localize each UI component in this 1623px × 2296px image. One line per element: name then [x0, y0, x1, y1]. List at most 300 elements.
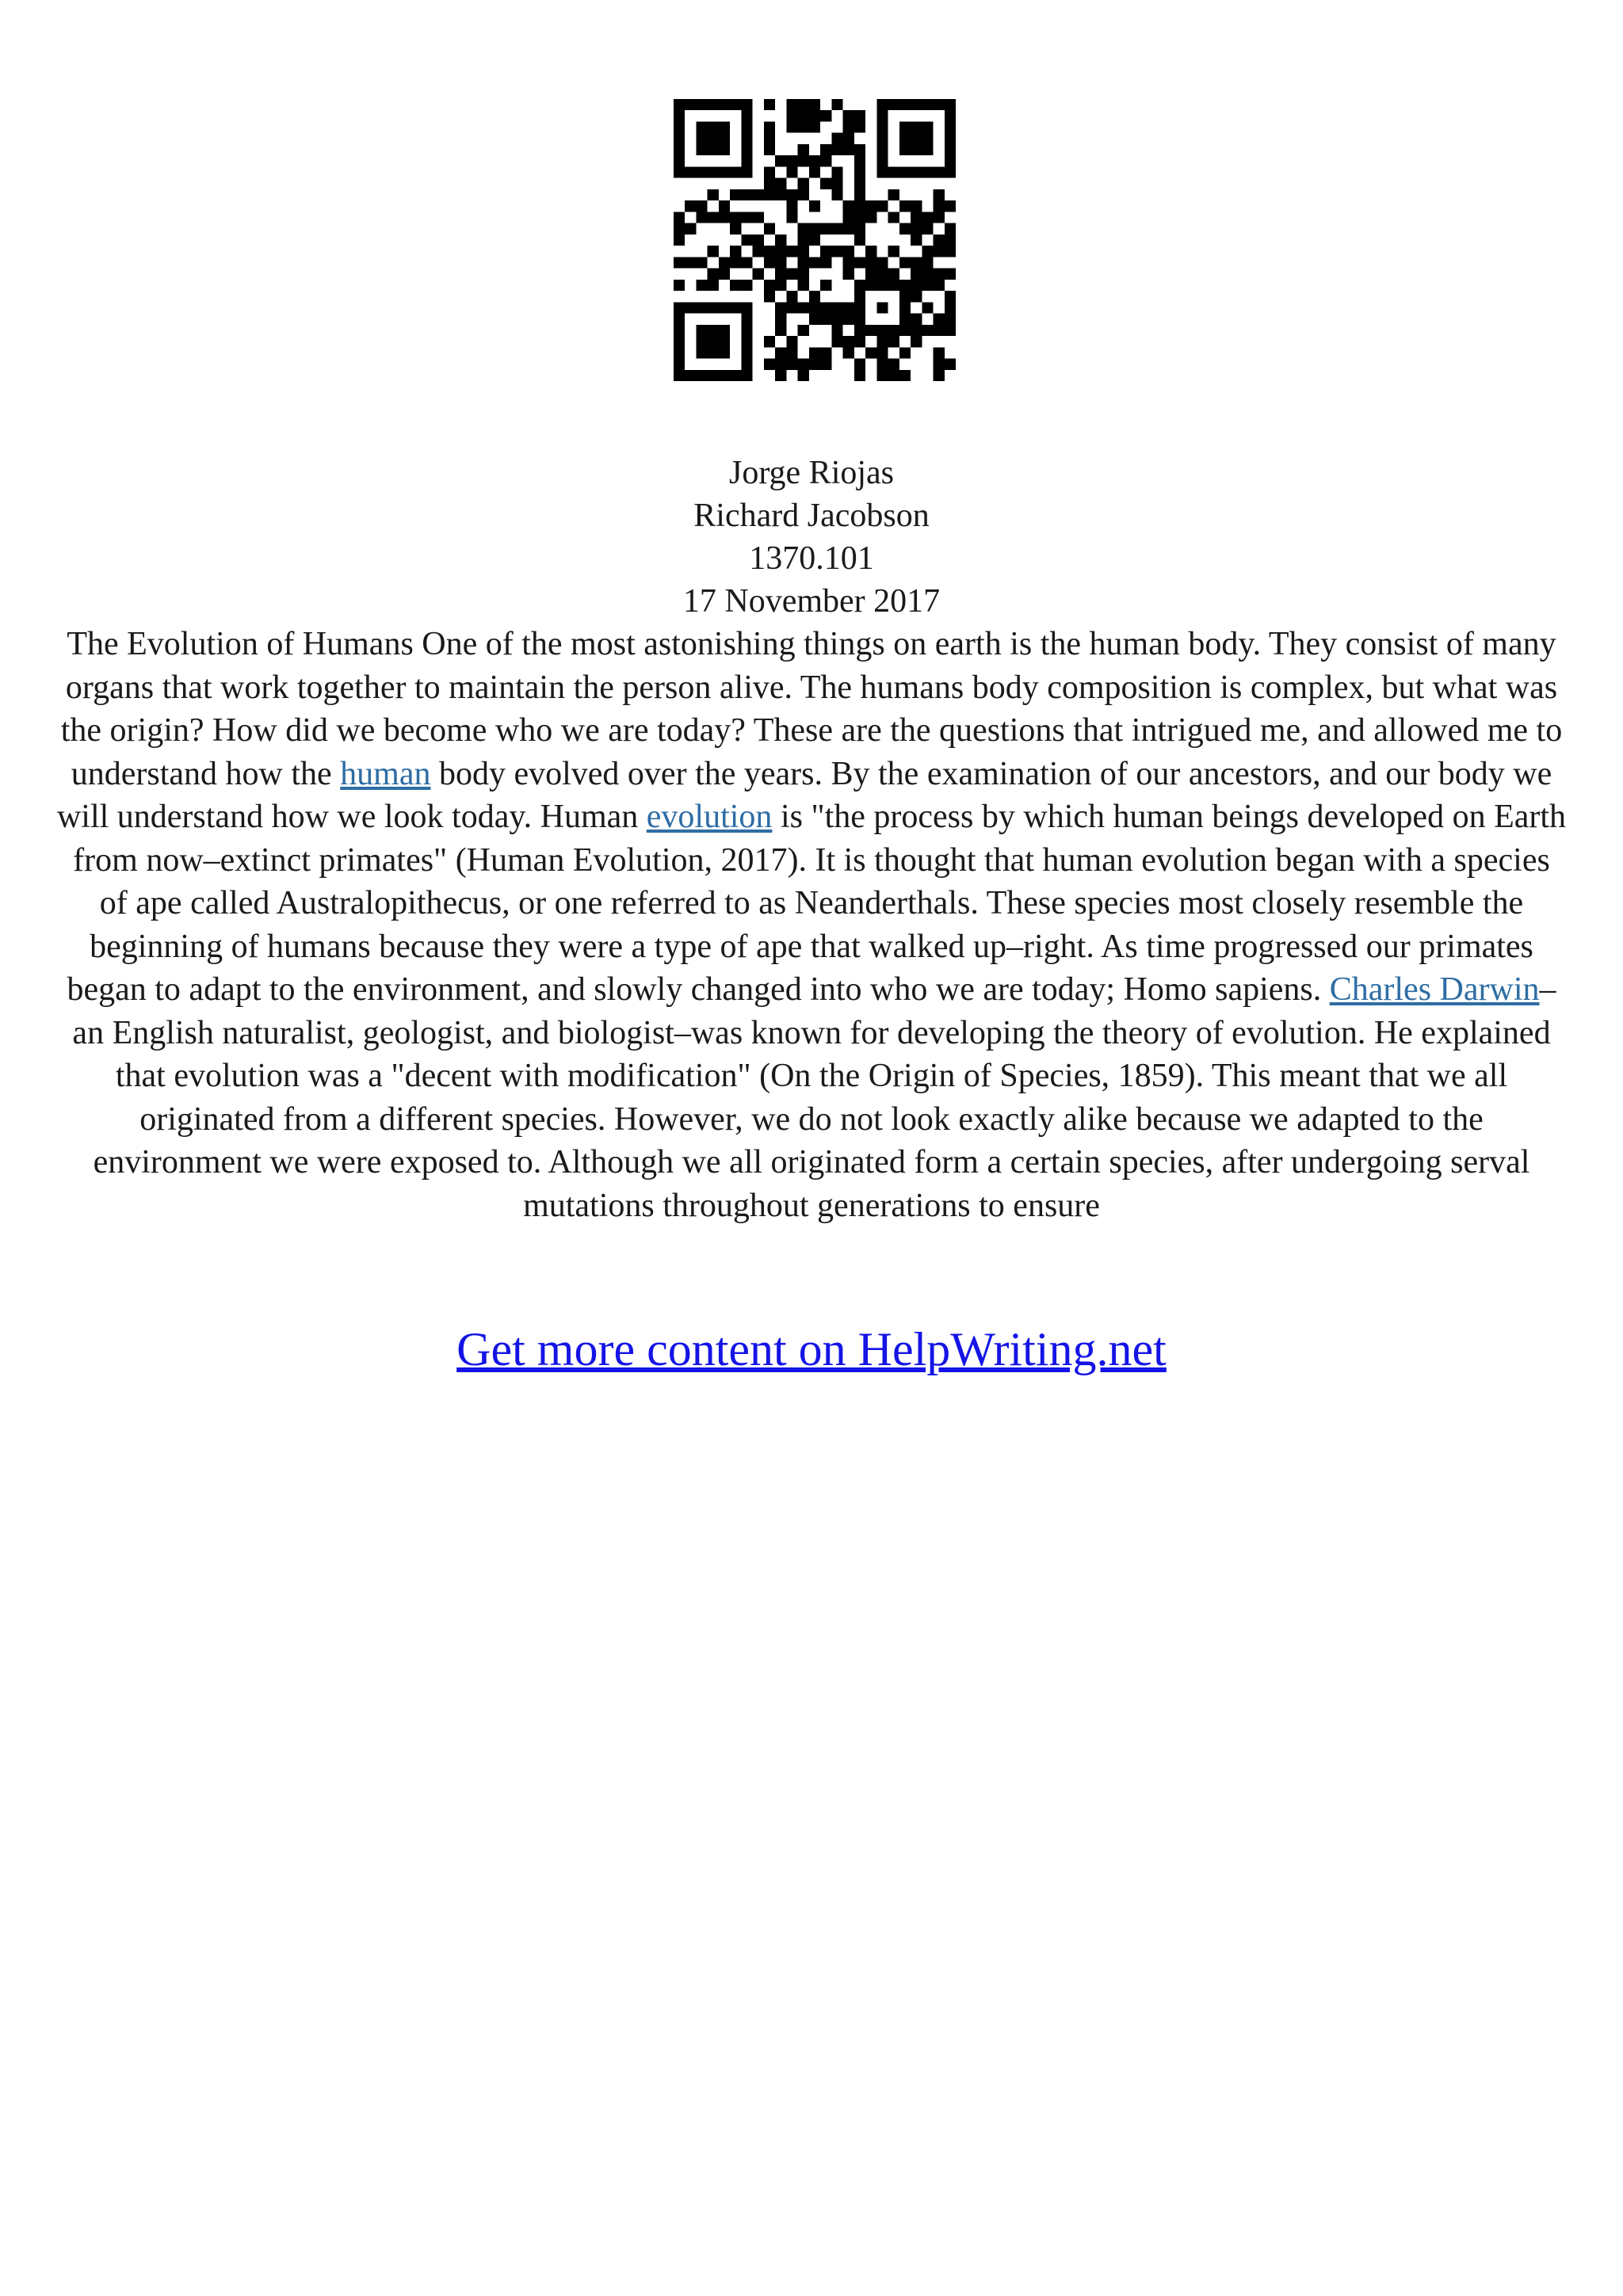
qr-module: [708, 336, 719, 347]
qr-module: [820, 246, 831, 257]
qr-module: [809, 110, 820, 121]
qr-module: [741, 144, 752, 155]
qr-module: [820, 347, 831, 358]
qr-module: [741, 336, 752, 347]
qr-module: [934, 370, 945, 381]
qr-module: [922, 302, 933, 313]
qr-module: [674, 314, 685, 325]
qr-module: [674, 370, 685, 381]
qr-module: [899, 166, 911, 177]
qr-module: [730, 99, 741, 110]
qr-module: [764, 121, 775, 132]
qr-module: [719, 347, 730, 358]
qr-module: [876, 359, 888, 370]
qr-module: [719, 133, 730, 144]
qr-module: [685, 223, 696, 235]
qr-module: [934, 280, 945, 291]
qr-module: [764, 246, 775, 257]
qr-module: [719, 166, 730, 177]
qr-module: [809, 347, 820, 358]
qr-module: [922, 280, 933, 291]
qr-module: [696, 257, 707, 268]
qr-module: [708, 246, 719, 257]
qr-module: [719, 121, 730, 132]
qr-module: [741, 235, 752, 246]
qr-module: [911, 325, 922, 336]
qr-module: [911, 223, 922, 235]
qr-module: [809, 200, 820, 212]
qr-module: [775, 257, 786, 268]
qr-module: [674, 302, 685, 313]
qr-module: [876, 257, 888, 268]
qr-module: [741, 347, 752, 358]
qr-module: [865, 257, 876, 268]
qr-module: [741, 370, 752, 381]
qr-module: [899, 314, 911, 325]
qr-module: [798, 235, 809, 246]
qr-module: [899, 370, 911, 381]
qr-module: [865, 347, 876, 358]
qr-module: [696, 133, 707, 144]
qr-module: [674, 336, 685, 347]
qr-module: [696, 347, 707, 358]
qr-module: [730, 302, 741, 313]
qr-module: [820, 144, 831, 155]
qr-module: [911, 166, 922, 177]
qr-module: [945, 144, 956, 155]
qr-module: [719, 99, 730, 110]
promo-banner: [0, 1322, 1623, 1377]
qr-module: [809, 302, 820, 313]
qr-module: [696, 370, 707, 381]
qr-module: [831, 99, 842, 110]
qr-module: [708, 144, 719, 155]
qr-module: [922, 325, 933, 336]
qr-module: [876, 325, 888, 336]
qr-module: [741, 121, 752, 132]
qr-module: [708, 347, 719, 358]
qr-module: [674, 99, 685, 110]
qr-module: [876, 370, 888, 381]
qr-module: [741, 302, 752, 313]
qr-module: [854, 121, 865, 132]
qr-module: [786, 246, 797, 257]
qr-module: [719, 302, 730, 313]
qr-module: [809, 291, 820, 302]
qr-module: [922, 223, 933, 235]
qr-module: [945, 200, 956, 212]
qr-module: [865, 246, 876, 257]
qr-module: [911, 257, 922, 268]
qr-module: [911, 200, 922, 212]
qr-module: [888, 325, 899, 336]
qr-module: [775, 269, 786, 280]
qr-module: [854, 325, 865, 336]
qr-module: [809, 314, 820, 325]
qr-module: [854, 336, 865, 347]
qr-module: [798, 178, 809, 189]
qr-module: [696, 336, 707, 347]
qr-module: [854, 212, 865, 223]
document-header: [0, 452, 1623, 623]
qr-module: [865, 212, 876, 223]
qr-module: [843, 336, 854, 347]
qr-module: [786, 155, 797, 166]
qr-module: [876, 133, 888, 144]
qr-module: [934, 235, 945, 246]
qr-module: [741, 212, 752, 223]
qr-module: [820, 359, 831, 370]
qr-module: [820, 223, 831, 235]
qr-module: [696, 99, 707, 110]
qr-module: [876, 121, 888, 132]
qr-module: [775, 347, 786, 358]
qr-module: [674, 133, 685, 144]
qr-module: [899, 200, 911, 212]
qr-module: [809, 166, 820, 177]
qr-module: [674, 121, 685, 132]
qr-module: [945, 302, 956, 313]
qr-module: [764, 133, 775, 144]
qr-module: [945, 325, 956, 336]
qr-module: [911, 99, 922, 110]
qr-module: [786, 189, 797, 200]
qr-module: [798, 110, 809, 121]
human-link[interactable]: human: [340, 755, 431, 792]
qr-module: [831, 325, 842, 336]
qr-module: [945, 133, 956, 144]
qr-module: [945, 359, 956, 370]
qr-module: [831, 336, 842, 347]
helpwriting-link[interactable]: Get more content on HelpWriting.net: [456, 1323, 1167, 1375]
qr-module: [764, 223, 775, 235]
qr-module: [696, 212, 707, 223]
qr-module: [674, 359, 685, 370]
qr-module: [708, 269, 719, 280]
qr-module: [719, 200, 730, 212]
qr-module: [798, 325, 809, 336]
qr-module: [843, 200, 854, 212]
qr-module: [934, 269, 945, 280]
qr-module: [945, 246, 956, 257]
qr-module: [764, 189, 775, 200]
qr-module: [820, 314, 831, 325]
qr-module: [674, 223, 685, 235]
essay-body: [55, 623, 1568, 1227]
qr-module: [922, 212, 933, 223]
qr-module: [820, 178, 831, 189]
qr-module: [934, 325, 945, 336]
qr-module: [753, 212, 764, 223]
qr-module: [865, 269, 876, 280]
essay-text-segment: – an English naturalist, geologist, and biologist–was known for developing the theory of evolution. He explained that evolution was a "decent with modification" (On the Origin of Species, 1859). This meant that we all originated from a different species. However, we do not look exactly alike because we adapted to the environment we were exposed to. Although we all originated form a certain species, after undergoing serval mutations throughout generations to ensure: [72, 971, 1556, 1224]
qr-module: [843, 302, 854, 313]
essay-text-segment: is "the process by which human beings developed on Earth from now–extinct primates" (Human Evolution, 2017). It is thought that human evolution began with a species of ape called Australopithecus, or one referred to as Neanderthals. These species most closely resemble the beginning of humans because they were a type of ape that walked up–right. As time progressed our primates began to adapt to the environment, and slowly changed into who we are today; Homo sapiens.: [67, 799, 1567, 1008]
qr-module: [696, 144, 707, 155]
qr-module: [888, 189, 899, 200]
document-date: 17 November 2017: [682, 583, 941, 620]
qr-module: [798, 269, 809, 280]
qr-module: [764, 280, 775, 291]
qr-module: [934, 359, 945, 370]
qr-module: [945, 291, 956, 302]
qr-module: [854, 155, 865, 166]
qr-module: [764, 99, 775, 110]
qr-module: [876, 269, 888, 280]
charles-darwin-link[interactable]: Charles Darwin: [1329, 971, 1540, 1008]
qr-module: [945, 99, 956, 110]
qr-module: [820, 155, 831, 166]
qr-module: [843, 133, 854, 144]
qr-module: [798, 280, 809, 291]
qr-module: [899, 121, 911, 132]
qr-module: [696, 302, 707, 313]
qr-module: [911, 336, 922, 347]
qr-module: [786, 269, 797, 280]
qr-module: [730, 370, 741, 381]
qr-module: [775, 370, 786, 381]
qr-module: [899, 325, 911, 336]
qr-module: [786, 166, 797, 177]
qr-module: [831, 189, 842, 200]
qr-module: [865, 325, 876, 336]
qr-module: [934, 99, 945, 110]
qr-module: [786, 302, 797, 313]
qr-module: [764, 359, 775, 370]
qr-module: [820, 302, 831, 313]
qr-module: [865, 200, 876, 212]
qr-module: [674, 212, 685, 223]
qr-module: [696, 166, 707, 177]
qr-module: [945, 235, 956, 246]
qr-module: [730, 223, 741, 235]
qr-module: [708, 370, 719, 381]
qr-module: [730, 189, 741, 200]
qr-module: [719, 144, 730, 155]
qr-module: [798, 246, 809, 257]
qr-module: [843, 110, 854, 121]
qr-module: [786, 121, 797, 132]
qr-module: [674, 325, 685, 336]
essay-text-segment: body evolved over the years. By the examination of our ancestors, and our body we will understand how we look today. Human: [56, 755, 1552, 835]
qr-module: [798, 302, 809, 313]
qr-module: [708, 280, 719, 291]
qr-module: [934, 200, 945, 212]
qr-module: [922, 166, 933, 177]
qr-module: [775, 246, 786, 257]
qr-module: [741, 133, 752, 144]
qr-module: [934, 212, 945, 223]
qr-module: [741, 99, 752, 110]
qr-module: [922, 269, 933, 280]
qr-module: [730, 257, 741, 268]
course-number: 1370.101: [749, 540, 874, 577]
qr-module: [854, 291, 865, 302]
qr-module: [934, 347, 945, 358]
qr-module: [753, 235, 764, 246]
qr-module: [854, 314, 865, 325]
qr-module: [854, 166, 865, 177]
qr-module: [876, 144, 888, 155]
qr-module: [775, 178, 786, 189]
qr-module: [719, 212, 730, 223]
qr-module: [764, 257, 775, 268]
author-name: Jorge Riojas: [728, 455, 895, 491]
qr-module: [696, 325, 707, 336]
qr-module: [831, 314, 842, 325]
qr-module: [775, 302, 786, 313]
qr-module: [854, 200, 865, 212]
qr-module: [674, 347, 685, 358]
qr-module: [798, 121, 809, 132]
qr-module: [922, 257, 933, 268]
qr-module: [876, 347, 888, 358]
qr-module: [696, 200, 707, 212]
qr-module: [843, 212, 854, 223]
qr-module: [798, 144, 809, 155]
qr-module: [843, 223, 854, 235]
qr-module: [674, 144, 685, 155]
qr-module: [854, 235, 865, 246]
qr-module: [843, 269, 854, 280]
qr-module: [741, 280, 752, 291]
qr-module: [708, 189, 719, 200]
qr-module: [843, 121, 854, 132]
qr-module: [719, 336, 730, 347]
qr-module: [741, 110, 752, 121]
qr-module: [764, 178, 775, 189]
qr-module: [831, 166, 842, 177]
qr-module: [809, 155, 820, 166]
qr-module: [786, 99, 797, 110]
qr-module: [876, 336, 888, 347]
qr-module: [786, 200, 797, 212]
qr-module: [741, 314, 752, 325]
qr-module: [685, 302, 696, 313]
instructor-name: Richard Jacobson: [693, 498, 930, 534]
qr-module: [888, 336, 899, 347]
qr-module: [730, 166, 741, 177]
qr-module: [741, 166, 752, 177]
qr-module: [854, 178, 865, 189]
qr-module: [831, 133, 842, 144]
qr-module: [831, 144, 842, 155]
qr-module: [685, 200, 696, 212]
qr-module: [899, 99, 911, 110]
qr-module: [911, 121, 922, 132]
qr-module: [798, 370, 809, 381]
qr-module: [911, 133, 922, 144]
qr-module: [899, 257, 911, 268]
qr-module: [934, 246, 945, 257]
qr-module: [876, 280, 888, 291]
qr-module: [741, 155, 752, 166]
qr-module: [911, 314, 922, 325]
qr-module: [876, 99, 888, 110]
qr-module: [798, 189, 809, 200]
qr-module: [820, 110, 831, 121]
qr-module: [708, 121, 719, 132]
qr-module: [798, 223, 809, 235]
qr-module: [911, 280, 922, 291]
qr-module: [911, 269, 922, 280]
qr-module: [719, 325, 730, 336]
qr-module: [911, 144, 922, 155]
qr-module: [786, 291, 797, 302]
qr-module: [775, 189, 786, 200]
qr-module: [934, 189, 945, 200]
qr-module: [753, 269, 764, 280]
qr-module: [911, 291, 922, 302]
qr-module: [741, 257, 752, 268]
qr-module: [809, 257, 820, 268]
qr-module: [764, 144, 775, 155]
qr-module: [899, 144, 911, 155]
qr-module: [775, 314, 786, 325]
qr-module: [708, 302, 719, 313]
qr-module: [831, 246, 842, 257]
qr-module: [809, 223, 820, 235]
qr-module: [674, 110, 685, 121]
qr-module: [775, 280, 786, 291]
qr-module: [854, 370, 865, 381]
qr-module: [899, 291, 911, 302]
qr-module: [922, 144, 933, 155]
qr-module: [809, 99, 820, 110]
qr-module: [934, 166, 945, 177]
qr-module: [899, 133, 911, 144]
qr-module: [876, 166, 888, 177]
qr-module: [719, 269, 730, 280]
qr-module: [674, 235, 685, 246]
qr-module: [876, 110, 888, 121]
qr-module: [922, 99, 933, 110]
qr-module: [674, 166, 685, 177]
qr-module: [775, 235, 786, 246]
qr-module: [764, 291, 775, 302]
qr-module: [730, 246, 741, 257]
qr-module: [854, 359, 865, 370]
qr-module: [719, 370, 730, 381]
qr-module: [888, 99, 899, 110]
qr-module: [696, 121, 707, 132]
qr-module: [831, 223, 842, 235]
qr-module: [786, 336, 797, 347]
qr-module: [741, 325, 752, 336]
qr-module: [922, 121, 933, 132]
qr-module: [775, 325, 786, 336]
qr-module: [674, 257, 685, 268]
evolution-link[interactable]: evolution: [646, 799, 773, 835]
qr-module: [708, 166, 719, 177]
qr-module: [854, 189, 865, 200]
qr-module: [888, 166, 899, 177]
qr-module: [798, 257, 809, 268]
qr-module: [888, 269, 899, 280]
qr-module: [775, 155, 786, 166]
qr-module: [741, 359, 752, 370]
qr-module: [831, 302, 842, 313]
qr-module: [685, 257, 696, 268]
qr-module: [775, 359, 786, 370]
qr-module: [899, 302, 911, 313]
qr-module: [708, 212, 719, 223]
qr-module: [843, 144, 854, 155]
qr-module: [809, 235, 820, 246]
qr-module: [888, 370, 899, 381]
qr-module: [798, 359, 809, 370]
qr-module: [831, 178, 842, 189]
